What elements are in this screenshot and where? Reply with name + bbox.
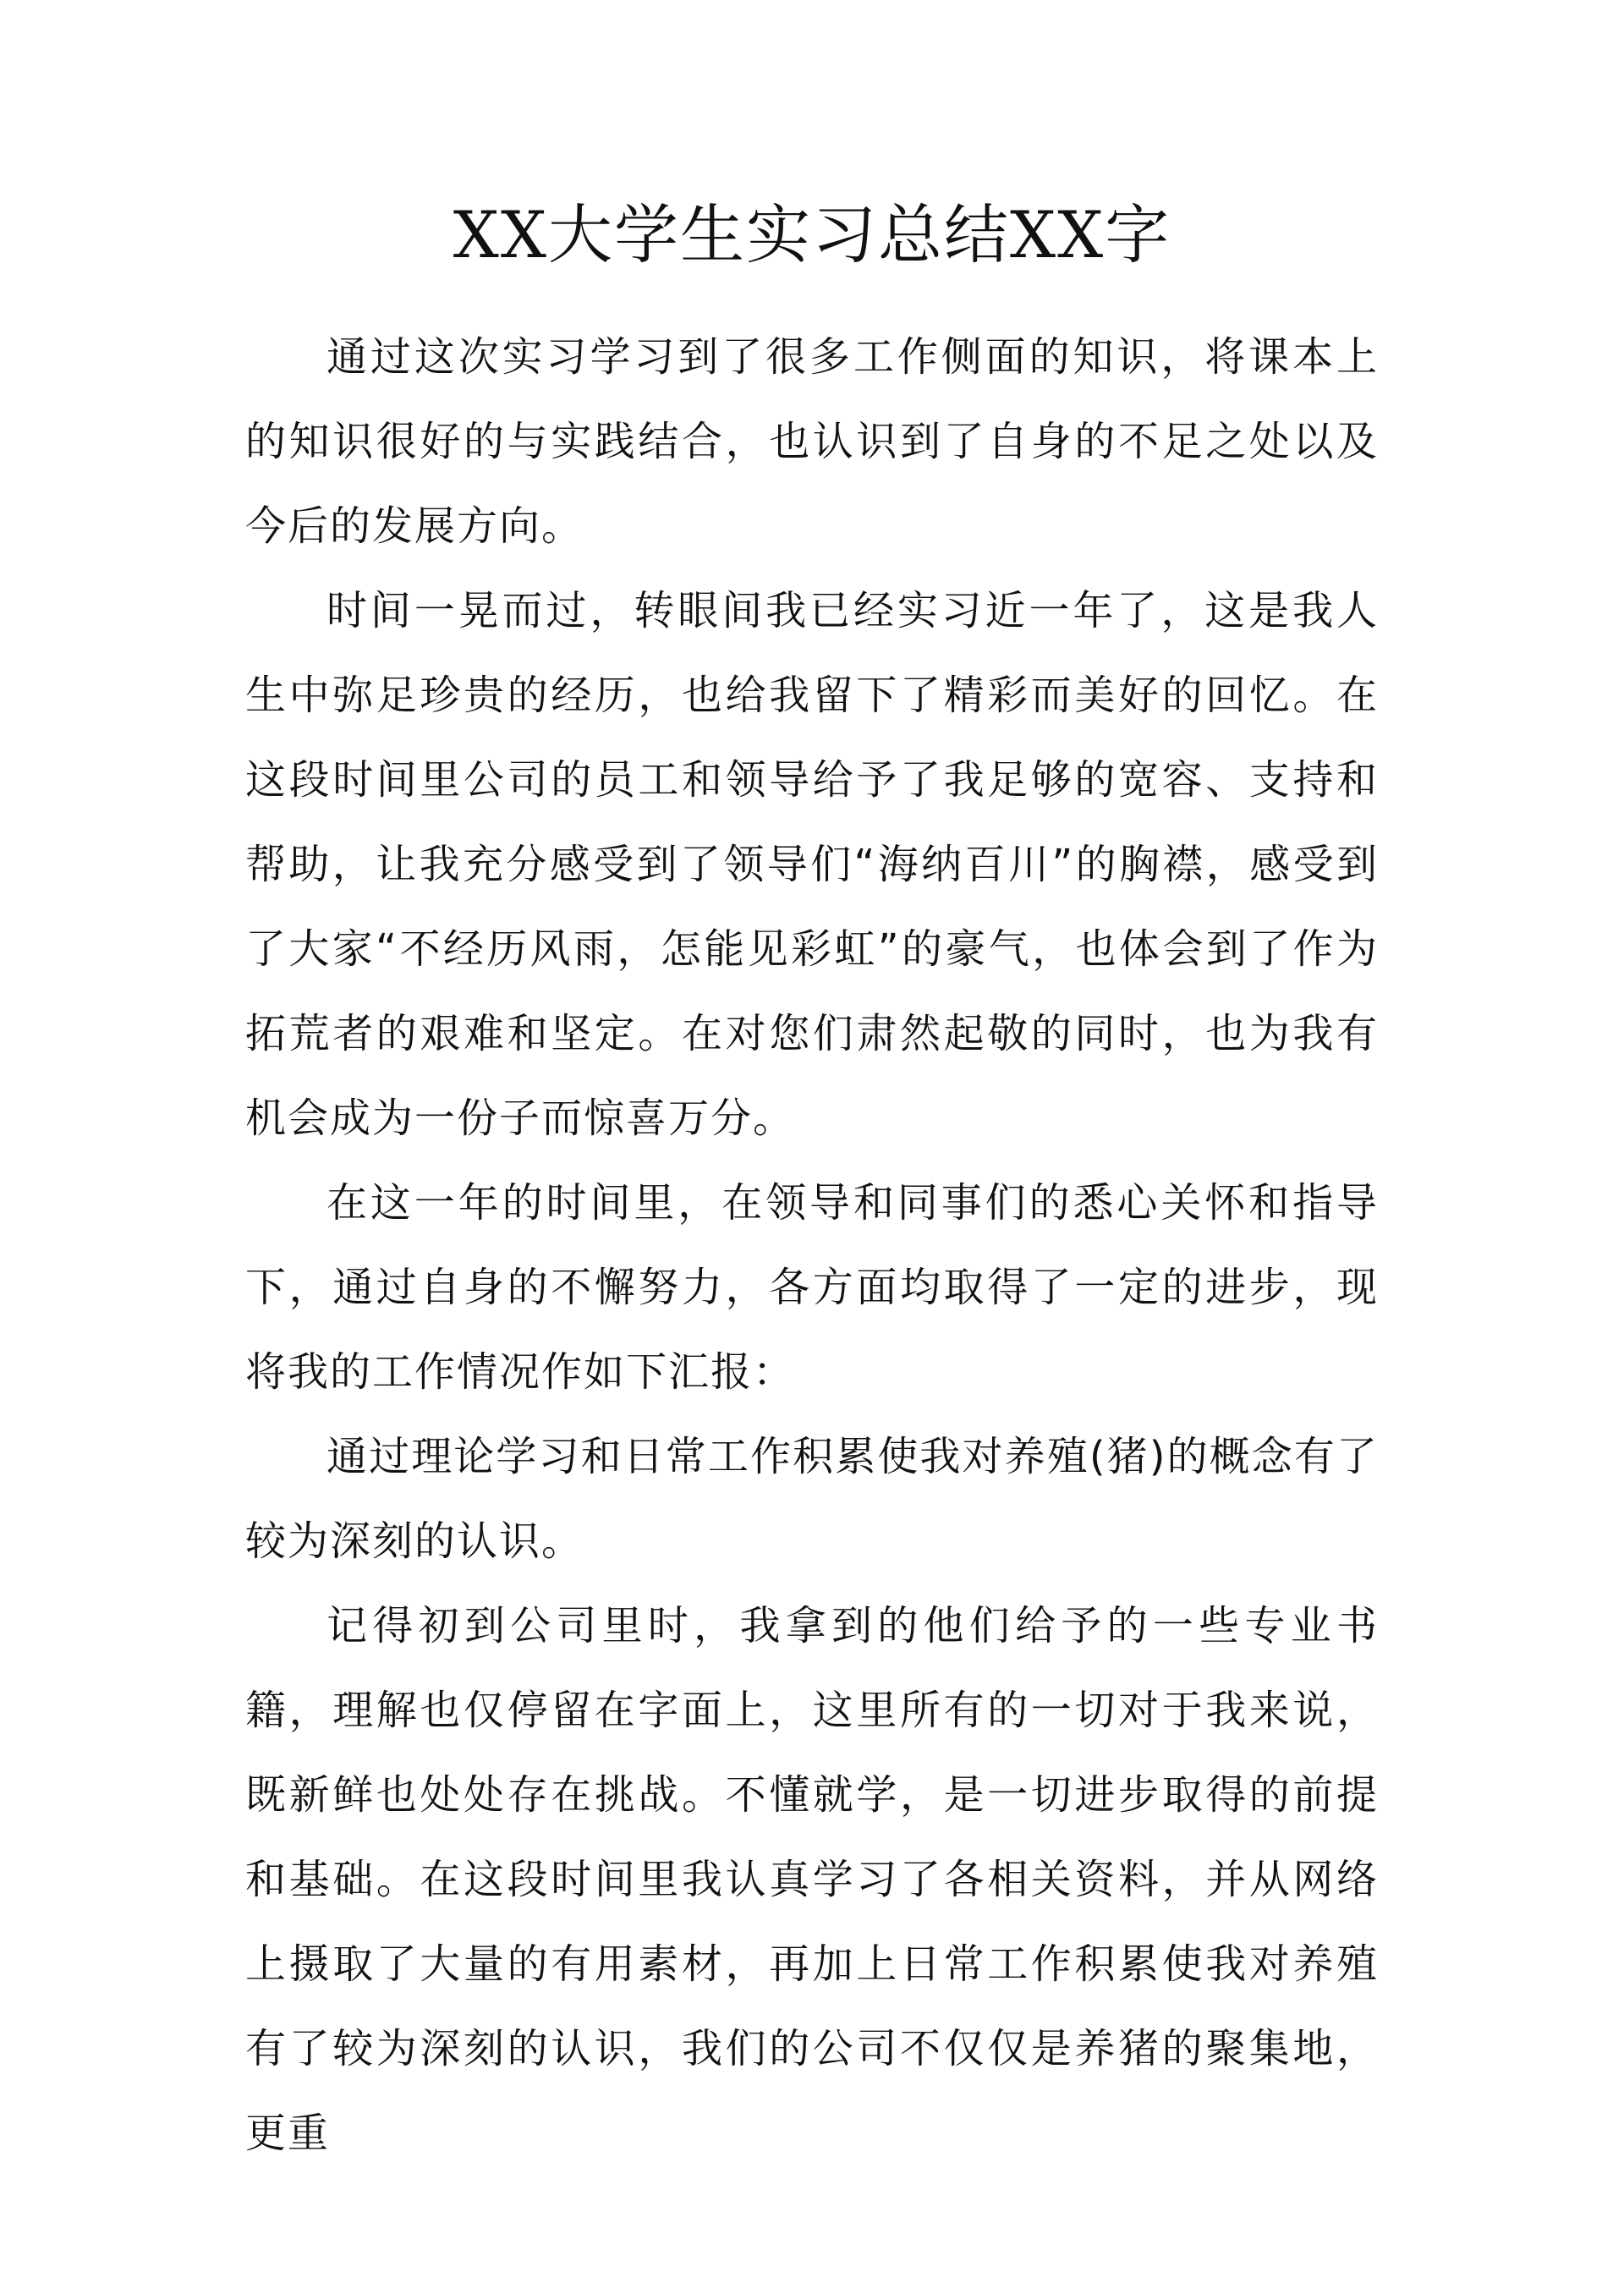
paragraph: 时间一晃而过，转眼间我已经实习近一年了，这是我人生中弥足珍贵的经历，也给我留下了精彩而美好的回忆。在这段时间里公司的员工和领导给予了我足够的宽容、支持和帮助，让我充分感受到了领导们“海纳百川”的胸襟，感受到了大家“不经历风雨，怎能见彩虹”的豪气，也体会到了作为拓荒者的艰难和坚定。在对您们肃然起敬的同时，也为我有机会成为一份子而惊喜万分。 [245, 587, 1379, 1142]
document-body [245, 315, 1379, 2176]
document-title: XX大学生实习总结XX字 [453, 197, 1171, 272]
paragraph: 通过理论学习和日常工作积累使我对养殖(猪)的概念有了较为深刻的认识。 [245, 1433, 1379, 1565]
paragraph: 记得初到公司里时，我拿到的他们给予的一些专业书籍，理解也仅停留在字面上，这里所有的一切对于我来说，既新鲜也处处存在挑战。不懂就学，是一切进步取得的前提和基础。在这段时间里我认真学习了各相关资料，并从网络上摄取了大量的有用素材，再加上日常工作积累使我对养殖有了较为深刻的认识，我们的公司不仅仅是养猪的聚集地，更重 [245, 1602, 1379, 2157]
paragraph: 通过这次实习学习到了很多工作侧面的知识，将课本上的知识很好的与实践结合，也认识到了自身的不足之处以及今后的发展方向。 [245, 333, 1379, 550]
paragraph: 在这一年的时间里，在领导和同事们的悉心关怀和指导下，通过自身的不懈努力，各方面均取得了一定的进步，现将我的工作情况作如下汇报： [245, 1179, 1379, 1396]
